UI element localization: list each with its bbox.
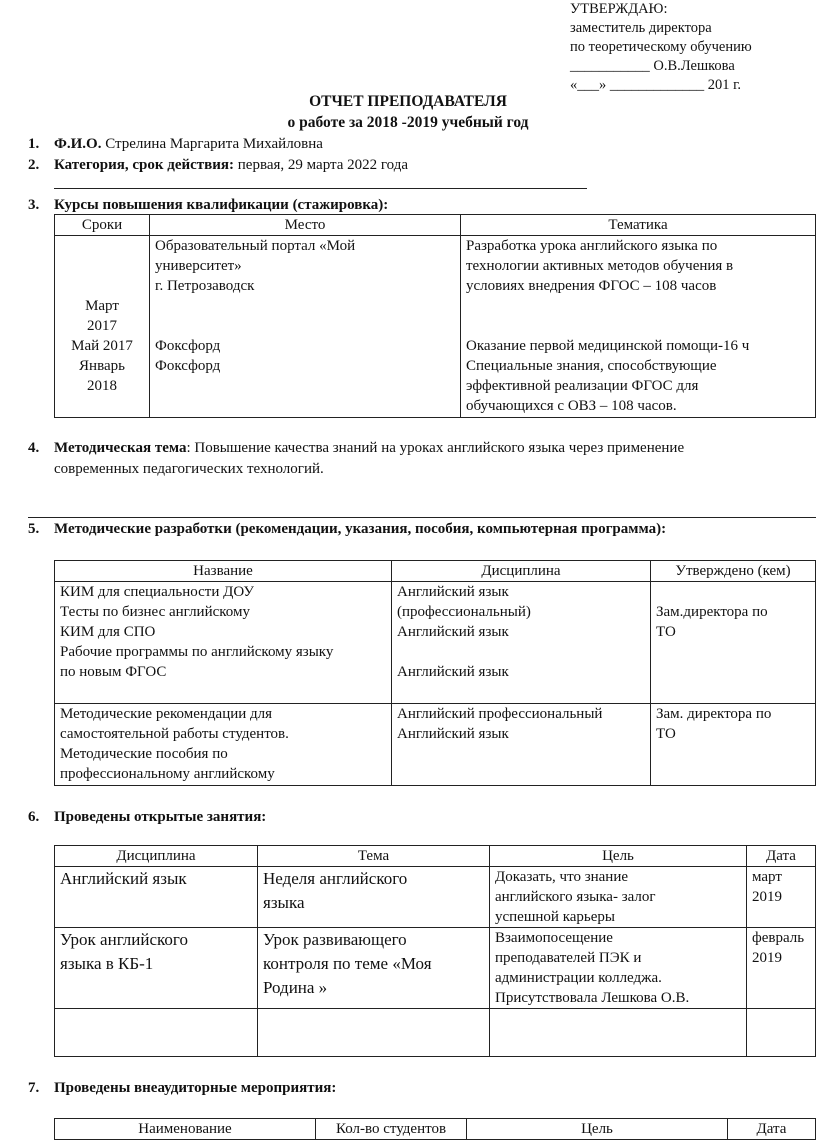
section-label: Курсы повышения квалификации (стажировка): [54, 197, 389, 213]
approval-date: «___» _____________ 201 г. [570, 77, 742, 93]
lesson-date-line: 2019 [752, 950, 782, 966]
lesson-goal-line: английского языка- залог [495, 889, 656, 905]
lesson-goal-line: Взаимопосещение [495, 930, 613, 946]
section-extracurricular [28, 1078, 336, 1098]
table-row [55, 867, 816, 928]
developments-table [54, 560, 816, 786]
lesson-goal-line: администрации колледжа. [495, 970, 662, 986]
col-header-goal: Цель [467, 1119, 728, 1140]
section-number: 3. [28, 197, 40, 213]
section-number: 2. [28, 157, 40, 173]
section-method-theme [28, 438, 684, 458]
lesson-theme [258, 928, 490, 1009]
section-number: 1. [28, 136, 40, 152]
col-header-students: Кол-во студентов [316, 1119, 467, 1140]
course-topics [461, 236, 816, 418]
section-label: Методические разработки (рекомендации, указания, пособия, компьютерная программа): [54, 521, 667, 537]
method-theme-text-cont: современных педагогических технологий. [54, 461, 324, 477]
dev-names [55, 704, 392, 786]
col-header-topic: Тематика [461, 215, 816, 236]
lesson-date [747, 928, 816, 1009]
lesson-discipline [55, 928, 258, 1009]
dev-name: КИМ для СПО [60, 624, 156, 640]
section-number: 5. [28, 521, 40, 537]
col-header-date: Дата [728, 1119, 816, 1140]
lesson-goal-line: успешной карьеры [495, 909, 615, 925]
col-header-theme: Тема [258, 846, 490, 867]
dev-discipline: Английский язык [397, 726, 509, 742]
section-number: 4. [28, 440, 40, 456]
approval-signature: ___________ О.В.Лешкова [570, 58, 735, 74]
col-header-goal: Цель [490, 846, 747, 867]
dev-discipline: Английский профессиональный [397, 706, 603, 722]
place-line: Фоксфорд [155, 358, 221, 374]
section-developments [28, 519, 666, 539]
lesson-goal-line: Доказать, что знание [495, 869, 629, 885]
divider [28, 517, 816, 518]
topic-line: условиях внедрения ФГОС – 108 часов [466, 278, 717, 294]
place-line: университет» [155, 258, 242, 274]
col-header-name: Название [55, 561, 392, 582]
date-line: Январь [79, 358, 125, 374]
table-row [55, 704, 816, 786]
report-title: ОТЧЕТ ПРЕПОДАВАТЕЛЯ [309, 93, 507, 110]
course-dates [55, 236, 150, 418]
lesson-goal [490, 928, 747, 1009]
col-header-approved: Утверждено (кем) [651, 561, 816, 582]
dev-name: по новым ФГОС [60, 664, 167, 680]
topic-line: технологии активных методов обучения в [466, 258, 734, 274]
dev-name: КИМ для специальности ДОУ [60, 584, 254, 600]
lesson-discipline-line: Урок английского [60, 930, 188, 949]
dev-discipline: (профессиональный) [397, 604, 531, 620]
section-number: 7. [28, 1080, 40, 1096]
date-line: Май 2017 [71, 338, 133, 354]
approval-position-2: по теоретическому обучению [570, 39, 752, 55]
section-label: Ф.И.О. [54, 136, 102, 152]
col-header-name: Наименование [55, 1119, 316, 1140]
lesson-date-line: 2019 [752, 889, 782, 905]
section-open-lessons [28, 807, 266, 827]
topic-line: Специальные знания, способствующие [466, 358, 717, 374]
topic-line: обучающихся с ОВЗ – 108 часов. [466, 398, 677, 414]
lesson-discipline [55, 867, 258, 928]
place-line: Фоксфорд [155, 338, 221, 354]
topic-line: Разработка урока английского языка по [466, 238, 718, 254]
date-line: 2017 [87, 318, 117, 334]
section-label: Категория, срок действия: [54, 157, 235, 173]
section-label: Методическая тема [54, 440, 187, 456]
dev-disciplines [392, 704, 651, 786]
lesson-date-line: март [752, 869, 782, 885]
lesson-date [747, 867, 816, 928]
col-header-place: Место [150, 215, 461, 236]
empty-cell [490, 1009, 747, 1057]
table-row [55, 582, 816, 704]
approval-position: заместитель директора [570, 20, 712, 36]
dev-discipline: Английский язык [397, 664, 509, 680]
section-number: 6. [28, 809, 40, 825]
course-places [150, 236, 461, 418]
lesson-goal-line: преподавателей ПЭК и [495, 950, 642, 966]
dev-name: профессиональному английскому [60, 766, 275, 782]
divider [54, 188, 587, 189]
col-header-date: Дата [747, 846, 816, 867]
section-label: Проведены открытые занятия: [54, 809, 267, 825]
dev-approved-line: Зам.директора по [656, 604, 768, 620]
table-row [55, 236, 816, 418]
approval-block [570, 0, 752, 95]
table-row [55, 928, 816, 1009]
section-category [28, 155, 408, 175]
lesson-date-line: февраль [752, 930, 805, 946]
dev-approved [651, 582, 816, 704]
section-fio [28, 134, 323, 154]
lesson-theme [258, 867, 490, 928]
dev-name: Тесты по бизнес английскому [60, 604, 250, 620]
dev-name: самостоятельной работы студентов. [60, 726, 289, 742]
dev-names [55, 582, 392, 704]
topic-line: Оказание первой медицинской помощи-16 ч [466, 338, 750, 354]
dev-approved [651, 704, 816, 786]
lesson-theme-line: Урок развивающего [263, 930, 407, 949]
approval-heading: УТВЕРЖДАЮ: [570, 1, 668, 17]
place-line: Образовательный портал «Мой [155, 238, 356, 254]
section-courses [28, 195, 388, 215]
dev-discipline: Английский язык [397, 584, 509, 600]
dev-approved-line: Зам. директора по [656, 706, 772, 722]
date-line: 2018 [87, 378, 117, 394]
date-line: Март [85, 298, 119, 314]
col-header-discipline: Дисциплина [55, 846, 258, 867]
category-value: первая, 29 марта 2022 года [234, 157, 409, 173]
lesson-theme-line: контроля по теме «Моя [263, 954, 432, 973]
dev-name: Методические рекомендации для [60, 706, 273, 722]
dev-disciplines [392, 582, 651, 704]
extracurricular-table [54, 1118, 816, 1140]
lesson-theme-line: языка [263, 893, 305, 912]
dev-approved-line: ТО [656, 726, 676, 742]
teacher-name: Стрелина Маргарита Михайловна [101, 136, 323, 152]
lesson-theme-line: Родина » [263, 978, 328, 997]
report-subtitle: о работе за 2018 -2019 учебный год [287, 114, 529, 131]
lesson-discipline-line: Английский язык [60, 869, 187, 888]
lesson-goal [490, 867, 747, 928]
empty-cell [55, 1009, 258, 1057]
section-label: Проведены внеаудиторные мероприятия: [54, 1080, 337, 1096]
topic-line: эффективной реализации ФГОС для [466, 378, 699, 394]
empty-cell [258, 1009, 490, 1057]
col-header-discipline: Дисциплина [392, 561, 651, 582]
lesson-discipline-line: языка в КБ-1 [60, 954, 154, 973]
dev-approved-line: ТО [656, 624, 676, 640]
table-row-empty [55, 1009, 816, 1057]
dev-name: Методические пособия по [60, 746, 228, 762]
lesson-goal-line: Присутствовала Лешкова О.В. [495, 990, 690, 1006]
empty-cell [747, 1009, 816, 1057]
col-header-dates: Сроки [55, 215, 150, 236]
lesson-theme-line: Неделя английского [263, 869, 408, 888]
open-lessons-table [54, 845, 816, 1057]
courses-table [54, 214, 816, 418]
place-line: г. Петрозаводск [155, 278, 255, 294]
dev-discipline: Английский язык [397, 624, 509, 640]
dev-name: Рабочие программы по английскому языку [60, 644, 334, 660]
method-theme-text: : Повышение качества знаний на уроках английского языка через применение [186, 440, 685, 456]
